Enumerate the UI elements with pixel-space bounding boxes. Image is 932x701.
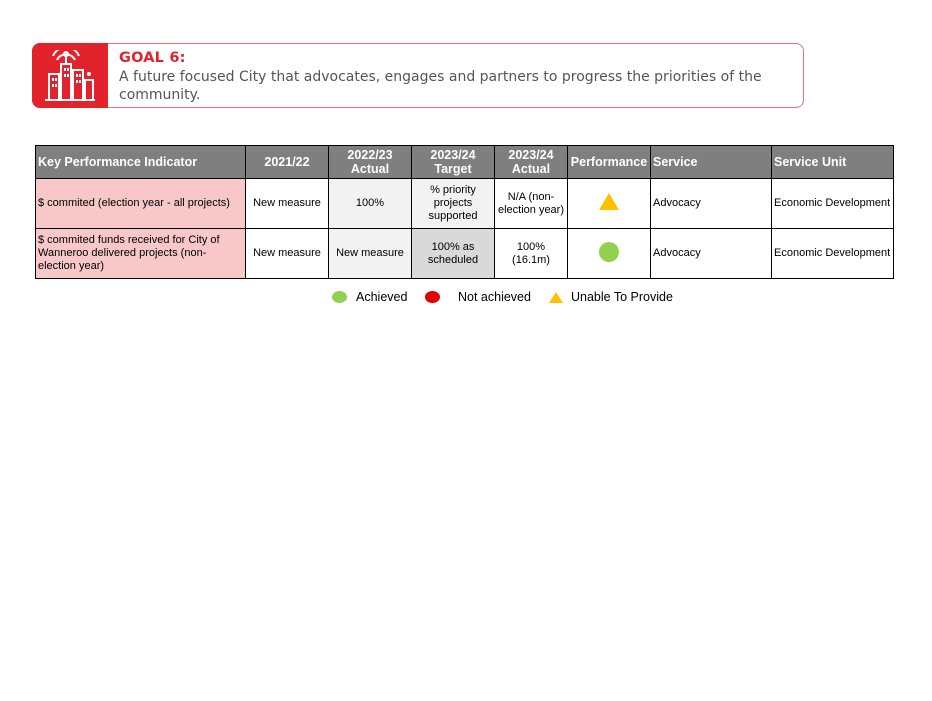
header-2023-24-actual-year: 2023/24 [508,148,554,162]
value-2022-23: New measure [329,229,412,279]
header-2023-24-target-label: Target [434,162,472,176]
goal-description: A future focused City that advocates, engages and partners to progress the priorities of the community. [119,69,762,103]
header-2021-22: 2021/22 [246,146,329,179]
value-actual: N/A (non-election year) [495,179,568,229]
performance-cell [568,179,651,229]
kpi-cell: $ commited (election year - all projects) [36,179,246,229]
table-header-row [36,146,894,179]
header-service-unit: Service Unit [772,146,894,179]
service-cell: Advocacy [651,229,772,279]
header-service: Service [651,146,772,179]
header-2022-23-actual [329,146,412,179]
city-buildings-icon [32,43,108,108]
header-kpi: Key Performance Indicator [36,146,246,179]
header-2023-24-target [412,146,495,179]
value-2021-22: New measure [246,229,329,279]
table-row [36,229,894,279]
value-2021-22: New measure [246,179,329,229]
header-2022-23-year: 2022/23 [347,148,393,162]
value-target: 100% as scheduled [412,229,495,279]
kpi-table [35,145,894,279]
service-unit-cell: Economic Development [772,229,894,279]
table-row [36,179,894,229]
legend-unable [549,290,673,304]
value-actual: 100% (16.1m) [495,229,568,279]
legend-achieved [332,290,407,304]
header-2023-24-actual-label: Actual [511,162,551,176]
service-cell: Advocacy [651,179,772,229]
red-dot-icon [425,291,440,303]
value-target: % priority projects supported [412,179,495,229]
value-2022-23: 100% [329,179,412,229]
achieved-dot-icon [599,242,619,262]
goal-title: GOAL 6: [119,50,186,66]
legend-achieved-label: Achieved [356,290,408,304]
header-performance: Performance [568,146,651,179]
legend [0,290,932,308]
header-2023-24-target-year: 2023/24 [430,148,476,162]
performance-cell [568,229,651,279]
header-2023-24-actual [495,146,568,179]
goal-banner [32,43,804,108]
unable-to-provide-triangle-icon [599,193,619,210]
legend-not-achieved [425,290,531,304]
header-2022-23-label: Actual [350,162,390,176]
yellow-triangle-icon [549,292,563,303]
kpi-cell: $ commited funds received for City of Wanneroo delivered projects (non-election year) [36,229,246,279]
service-unit-cell: Economic Development [772,179,894,229]
legend-not-achieved-label: Not achieved [458,290,531,304]
green-dot-icon [332,291,347,303]
legend-unable-label: Unable To Provide [571,290,673,304]
